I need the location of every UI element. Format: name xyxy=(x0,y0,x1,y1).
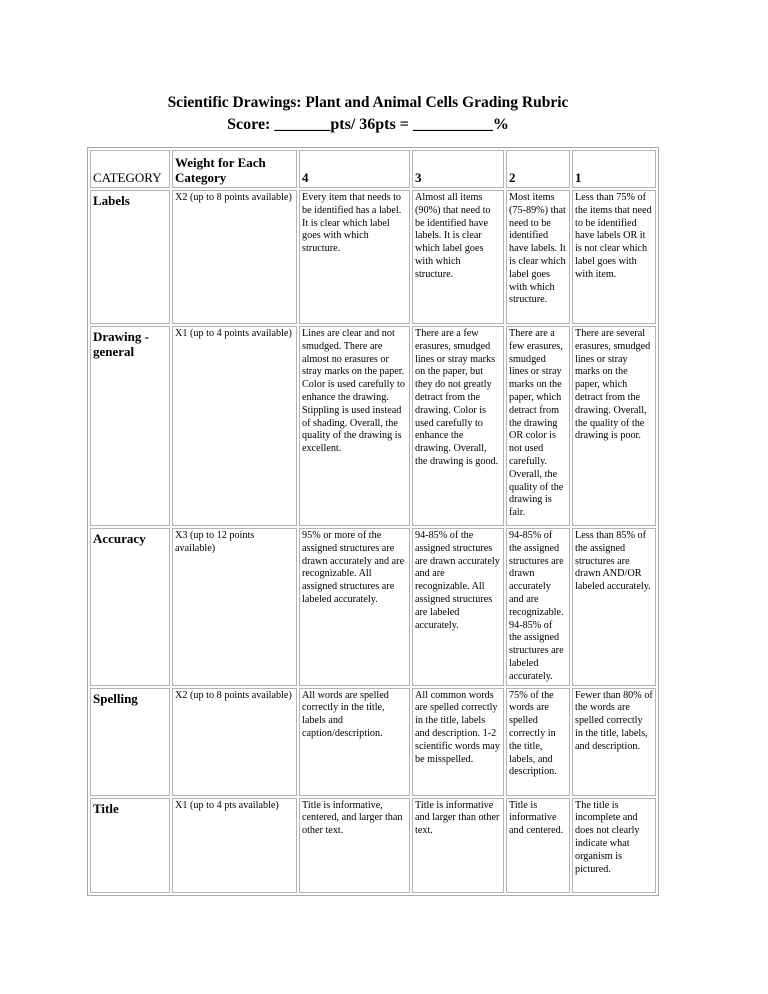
cell-score-2: Title is informative and centered. xyxy=(506,798,570,893)
cell-score-4: 95% or more of the assigned structures are drawn accurately and are recognizable. All assigned structures are labeled accurately. xyxy=(299,528,410,686)
row-name: Title xyxy=(90,798,170,893)
cell-score-2: 75% of the words are spelled correctly in the title, labels, and description. xyxy=(506,688,570,796)
row-weight: X2 (up to 8 points available) xyxy=(172,190,297,324)
cell-score-4: Lines are clear and not smudged. There are almost no erasures or stray marks on the paper. Color is used carefully to enhance the drawing. Stippling is used instead of shading. Overall, the quality of the drawing is excellent. xyxy=(299,326,410,526)
cell-score-1: The title is incomplete and does not clearly indicate what organism is pictured. xyxy=(572,798,656,893)
cell-score-1: There are several erasures, smudged lines or stray marks on the paper, which detract from the drawing. Overall, the quality of the drawing is poor. xyxy=(572,326,656,526)
header-score-2: 2 xyxy=(506,150,570,188)
cell-score-1: Less than 85% of the assigned structures are drawn AND/OR labeled accurately. xyxy=(572,528,656,686)
row-name: Drawing - general xyxy=(90,326,170,526)
cell-score-2: There are a few erasures, smudged lines or stray marks on the paper, which detract from the drawing OR color is not used carefully. Overall, the quality of the drawing is fair. xyxy=(506,326,570,526)
cell-score-3: There are a few erasures, smudged lines or stray marks on the paper, but they do not greatly detract from the drawing. Color is used carefully to enhance the drawing. Overall, the drawing is good. xyxy=(412,326,504,526)
row-accuracy xyxy=(90,528,656,686)
cell-score-2: Most items (75-89%) that need to be identified have labels. It is clear which label goes with which structure. xyxy=(506,190,570,324)
row-weight: X1 (up to 4 pts available) xyxy=(172,798,297,893)
header-row xyxy=(90,150,656,188)
row-drawing-general xyxy=(90,326,656,526)
cell-score-3: Title is informative and larger than other text. xyxy=(412,798,504,893)
header-score-4: 4 xyxy=(299,150,410,188)
header-weight: Weight for Each Category xyxy=(172,150,297,188)
row-weight: X2 (up to 8 points available) xyxy=(172,688,297,796)
rubric-table xyxy=(87,147,659,896)
cell-score-4: Every item that needs to be identified has a label. It is clear which label goes with which structure. xyxy=(299,190,410,324)
row-weight: X1 (up to 4 points available) xyxy=(172,326,297,526)
cell-score-1: Less than 75% of the items that need to be identified have labels OR it is not clear which label goes with with item. xyxy=(572,190,656,324)
row-name: Labels xyxy=(90,190,170,324)
rubric-title: Scientific Drawings: Plant and Animal Cells Grading Rubric xyxy=(167,94,569,111)
row-spelling xyxy=(90,688,656,796)
row-weight: X3 (up to 12 points available) xyxy=(172,528,297,686)
row-name: Spelling xyxy=(90,688,170,796)
cell-score-4: All words are spelled correctly in the title, labels and caption/description. xyxy=(299,688,410,796)
cell-score-1: Fewer than 80% of the words are spelled correctly in the title, labels, and description. xyxy=(572,688,656,796)
header-score-1: 1 xyxy=(572,150,656,188)
row-labels xyxy=(90,190,656,324)
header-category: CATEGORY xyxy=(90,150,170,188)
cell-score-3: All common words are spelled correctly in the title, labels and description. 1-2 scientific words may be misspelled. xyxy=(412,688,504,796)
cell-score-2: 94-85% of the assigned structures are drawn accurately and are recognizable. 94-85% of the assigned structures are labeled accurately. xyxy=(506,528,570,686)
score-line: Score: _______pts/ 36pts = __________% xyxy=(227,116,509,133)
cell-score-4: Title is informative, centered, and larger than other text. xyxy=(299,798,410,893)
row-title xyxy=(90,798,656,893)
row-name: Accuracy xyxy=(90,528,170,686)
cell-score-3: 94-85% of the assigned structures are drawn accurately and are recognizable. All assigned structures are labeled accurately. xyxy=(412,528,504,686)
cell-score-3: Almost all items (90%) that need to be identified have labels. It is clear which label goes with which structure. xyxy=(412,190,504,324)
header-score-3: 3 xyxy=(412,150,504,188)
